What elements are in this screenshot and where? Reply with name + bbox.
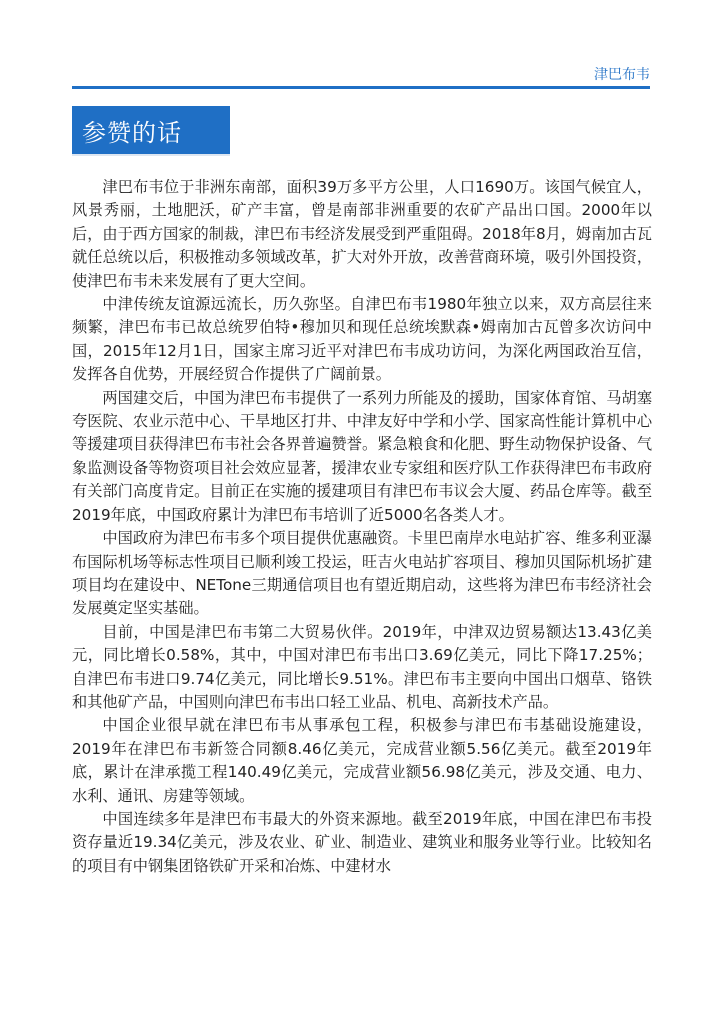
paragraph: 两国建交后，中国为津巴布韦提供了一系列力所能及的援助，国家体育馆、马胡塞夸医院、农业示范中心、干旱地区打井、中津友好中学和小学、国家高性能计算机中心等援建项目获得津巴布韦社会各界普遍赞誉。紧急粮食和化肥、野生动物保护设备、气象监测设备等物资项目社会效应显著，援津农业专家组和医疗队工作获得津巴布韦政府有关部门高度肯定。目前正在实施的援建项目有津巴布韦议会大厦、药品仓库等。截至2019年底，中国政府累计为津巴布韦培训了近5000名各类人才。 <box>72 388 652 524</box>
section-title-banner <box>72 106 230 154</box>
running-header-title: 津巴布韦 <box>594 67 650 83</box>
article-body <box>72 176 652 878</box>
header-divider <box>72 86 650 89</box>
paragraph: 目前，中国是津巴布韦第二大贸易伙伴。2019年，中津双边贸易额达13.43亿美元，同比增长0.58%，其中，中国对津巴布韦出口3.69亿美元，同比下降17.25%；自津巴布韦进口9.74亿美元，同比增长9.51%。津巴布韦主要向中国出口烟草、铬铁和其他矿产品，中国则向津巴布韦出口轻工业品、机电、高新技术产品。 <box>72 622 652 711</box>
section-title-underline <box>72 154 230 156</box>
paragraph: 中津传统友谊源远流长，历久弥坚。自津巴布韦1980年独立以来，双方高层往来频繁，津巴布韦已故总统罗伯特•穆加贝和现任总统埃默森•姆南加古瓦曾多次访问中国，2015年12月1日，国家主席习近平对津巴布韦成功访问，为深化两国政治互信，发挥各自优势，开展经贸合作提供了广阔前景。 <box>72 295 652 384</box>
paragraph: 津巴布韦位于非洲东南部，面积39万多平方公里，人口1690万。该国气候宜人，风景秀丽，土地肥沃，矿产丰富，曾是南部非洲重要的农矿产品出口国。2000年以后，由于西方国家的制裁，津巴布韦经济发展受到严重阻碍。2018年8月，姆南加古瓦就任总统以后，积极推动多领域改革，扩大对外开放，改善营商环境，吸引外国投资，使津巴布韦未来发展有了更大空间。 <box>72 178 652 290</box>
paragraph: 中国连续多年是津巴布韦最大的外资来源地。截至2019年底，中国在津巴布韦投资存量近19.34亿美元，涉及农业、矿业、制造业、建筑业和服务业等行业。比较知名的项目有中钢集团铬铁矿开采和冶炼、中建材水 <box>72 809 652 875</box>
paragraph: 中国政府为津巴布韦多个项目提供优惠融资。卡里巴南岸水电站扩容、维多利亚瀑布国际机场等标志性项目已顺利竣工投运，旺吉火电站扩容项目、穆加贝国际机场扩建项目均在建设中、NETone三期通信项目也有望近期启动，这些将为津巴布韦经济社会发展奠定坚实基础。 <box>72 529 652 618</box>
section-title: 参赞的话 <box>82 118 182 147</box>
paragraph: 中国企业很早就在津巴布韦从事承包工程，积极参与津巴布韦基础设施建设，2019年在津巴布韦新签合同额8.46亿美元，完成营业额5.56亿美元。截至2019年底，累计在津承揽工程140.49亿美元，完成营业额56.98亿美元，涉及交通、电力、水利、通讯、房建等领域。 <box>72 716 652 805</box>
